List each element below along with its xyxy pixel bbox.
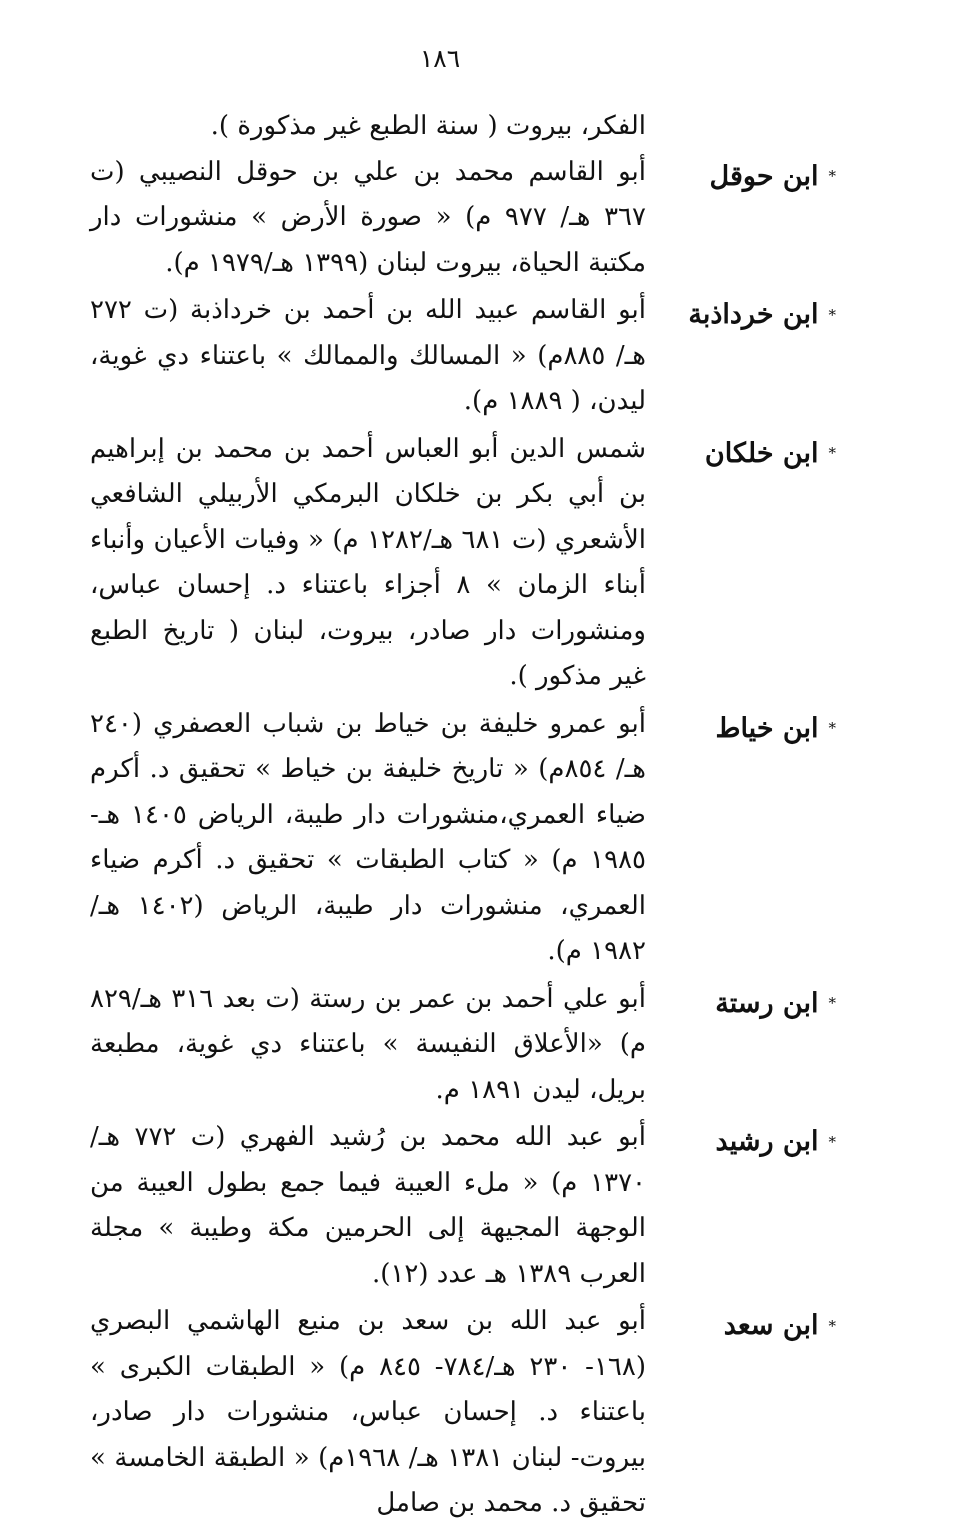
entry-author: ابن حوقل xyxy=(709,160,819,192)
entry-author: ابن خلكان xyxy=(704,437,819,469)
entry-author: ابن سعد xyxy=(723,1310,819,1341)
bibliography-entry xyxy=(90,1299,836,1529)
entry-headword xyxy=(646,977,836,1027)
bibliography-entry xyxy=(90,288,836,427)
entry-description: أبو عمرو خليفة بن خياط بن شباب العصفري (٢٤٠ هـ/ ٨٥٤م) « تاريخ خليفة بن خياط » تحقيق د. أكرم ضياء العمري،منشورات دار طيبة، الرياض ١٤٠٥ هـ- ١٩٨٥ م) « كتاب الطبقات » تحقيق د. أكرم ضياء العمري، منشورات دار طيبة، الرياض (١٤٠٢ هـ/١٩٨٢ م). xyxy=(90,708,646,966)
bibliography-list xyxy=(90,104,836,1529)
entry-headword xyxy=(646,1299,836,1349)
entry-author: ابن رستة xyxy=(715,987,819,1019)
entry-author: ابن خرداذبة xyxy=(688,299,819,330)
entry-description: شمس الدين أبو العباس أحمد بن محمد بن إبراهيم بن أبي بكر بن خلكان البرمكي الأربيلي الشافعي الأشعري (ت ٦٨١ هـ/١٢٨٢ م) « وفيات الأعيان وأنباء أبناء الزمان » ٨ أجزاء باعتناء د. إحسان عباس، ومنشورات دار صادر، بيروت، لبنان ( تاريخ الطبع غير مذكور ). xyxy=(90,433,646,691)
asterisk-marker: * xyxy=(828,994,836,1013)
asterisk-marker: * xyxy=(828,1316,836,1335)
entry-description: أبو علي أحمد بن عمر بن رستة (ت بعد ٣١٦ هـ/٨٢٩ م) «الأعلاق النفيسة » باعتناء دي غوية، مطبعة بريل، ليدن ١٨٩١ م. xyxy=(90,983,646,1105)
page-number: ١٨٦ xyxy=(419,44,461,73)
bibliography-entry xyxy=(90,702,836,977)
entry-headword xyxy=(646,1115,836,1165)
bibliography-entry xyxy=(90,427,836,702)
entry-headword xyxy=(646,150,836,200)
bibliography-entry xyxy=(90,1115,836,1299)
entry-description: أبو القاسم محمد بن علي بن حوقل النصيبي (ت ٣٦٧ هـ/ ٩٧٧ م) « صورة الأرض » منشورات دار مكتبة الحياة، بيروت لبنان (١٣٩٩ هـ/١٩٧٩ م). xyxy=(90,156,646,278)
asterisk-marker: * xyxy=(828,719,836,738)
asterisk-marker: * xyxy=(828,305,836,324)
entry-headword xyxy=(646,288,836,338)
entry-author: ابن خياط xyxy=(715,712,819,744)
asterisk-marker: * xyxy=(828,167,836,186)
asterisk-marker: * xyxy=(828,444,836,463)
asterisk-marker: * xyxy=(828,1132,836,1151)
bibliography-entry xyxy=(90,150,836,289)
entry-author: ابن رشيد xyxy=(715,1126,819,1157)
entry-headword xyxy=(646,702,836,752)
entry-headword xyxy=(646,427,836,477)
bibliography-entry xyxy=(90,977,836,1116)
entry-description: أبو عبد الله محمد بن رُشيد الفهري (ت ٧٧٢ هـ/١٣٧٠ م) « ملء العيبة فيما جمع بطول العيبة من الوجهة المجيهة إلى الحرمين مكة وطيبة » مجلة العرب ١٣٨٩ هـ عدد (١٢). xyxy=(90,1122,646,1289)
continued-entry-text: الفكر، بيروت ( سنة الطبع غير مذكورة ). xyxy=(210,111,646,141)
entry-description: أبو القاسم عبيد الله بن أحمد بن خرداذبة (ت ٢٧٢ هـ/ ٨٨٥م) « المسالك والممالك » باعتناء دي غوية، ليدن، ( ١٨٨٩ م). xyxy=(90,295,646,416)
entry-description: أبو عبد الله بن سعد بن منيع الهاشمي البصري (١٦٨- ٢٣٠ هـ/٧٨٤- ٨٤٥ م) « الطبقات الكبرى » باعتناء د. إحسان عباس، منشورات دار صادر، بيروت- لبنان ١٣٨١ هـ/ ١٩٦٨م) « الطبقة الخامسة » تحقيق د. محمد بن صامل xyxy=(90,1306,646,1518)
